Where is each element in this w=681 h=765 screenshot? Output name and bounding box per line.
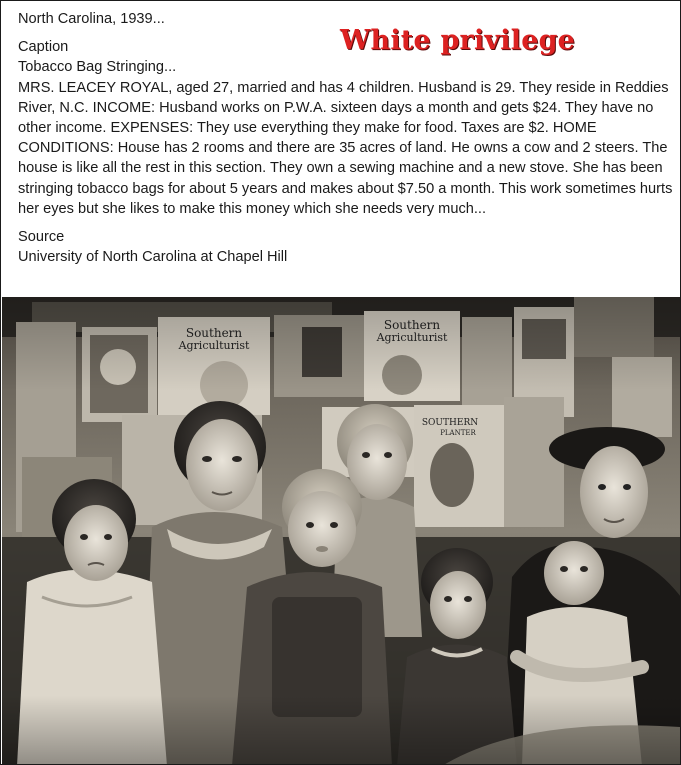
caption-body: MRS. LEACEY ROYAL, aged 27, married and has 4 children. Husband is 29. They reside in Reddies River, N.C. INCOME: Husband works on P.W.A. sixteen days a month and gets $24. They have no other income. EXPENSES: They use everything they make for food. Taxes are $2. HOME CONDITIONS: House has 2 rooms and there are 35 acres of land. He owns a cow and 2 steers. The house is like all the rest in this section. They own a sewing machine and a new stove. She has been stringing tobacco bags for about 5 years and makes about $7.50 a month. This work sometimes hurts her eyes but she likes to make this money which she needs very much...: [18, 79, 673, 217]
caption-label: Caption: [18, 39, 69, 56]
post-heading: North Carolina, 1939...: [18, 11, 165, 27]
historical-photo: [2, 297, 681, 765]
overlay-caption: White privilege: [340, 25, 576, 56]
source-value: University of North Carolina at Chapel Hill: [18, 249, 288, 266]
source-label: Source: [18, 229, 65, 246]
caption-title: Tobacco Bag Stringing...: [18, 59, 177, 76]
